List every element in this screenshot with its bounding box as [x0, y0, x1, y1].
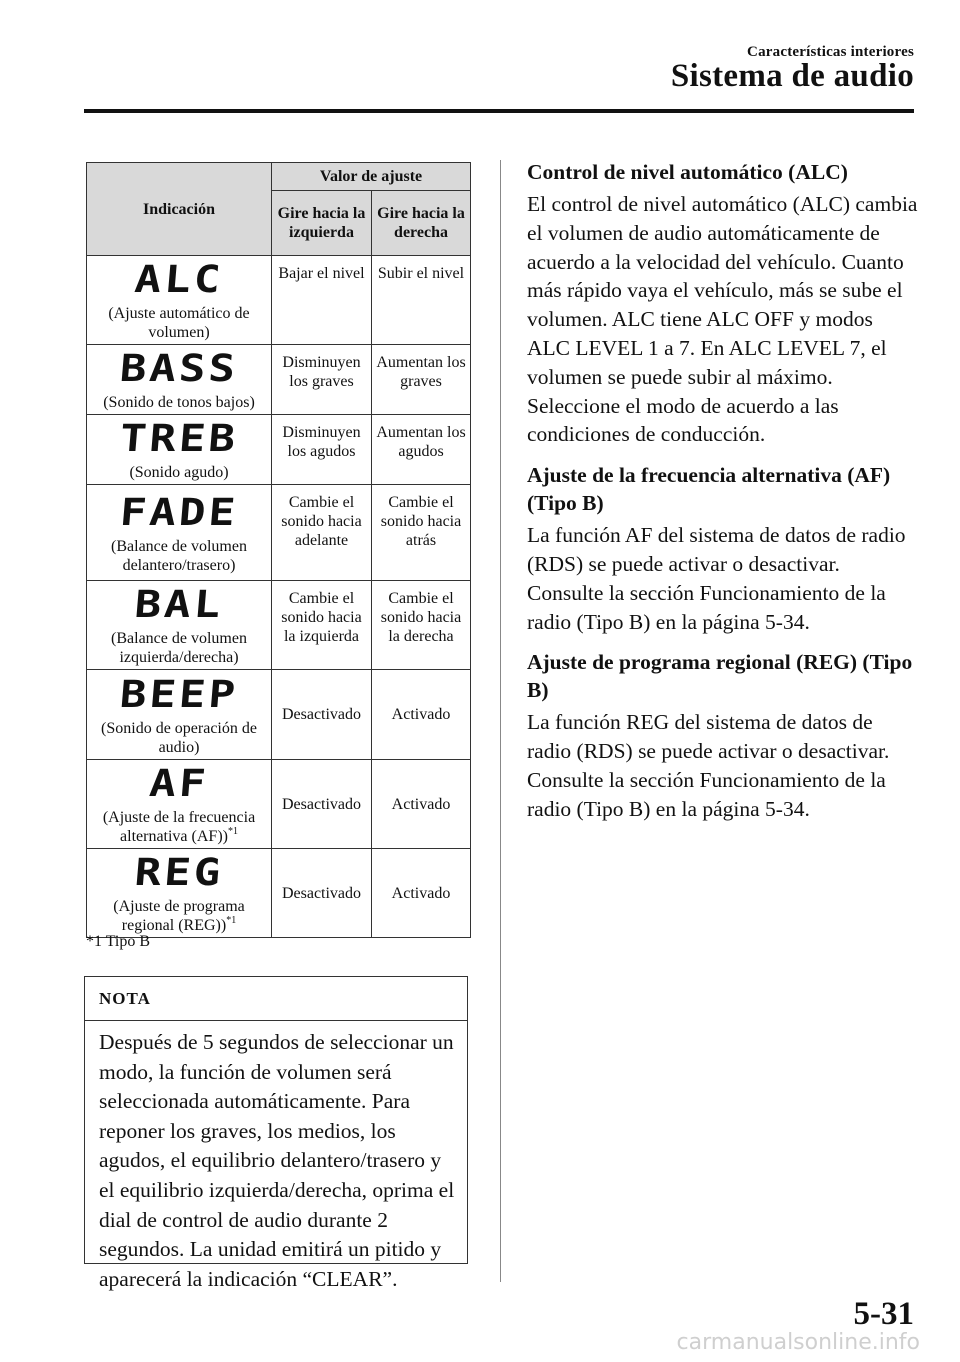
header-izquierda: Gire hacia la izquierda [272, 191, 372, 256]
section-af [527, 461, 919, 636]
row-caption: (Ajuste de la frecuencia alternativa (AF))$^{*1}$ [102, 809, 256, 845]
footnote-marker: *1 [227, 826, 238, 837]
value-right: Activado [372, 849, 471, 938]
table-row [87, 415, 471, 485]
value-right: Cambie el sonido hacia la derecha [372, 581, 471, 670]
row-caption: (Balance de volumen delantero/trasero) [111, 537, 247, 574]
page-number: 5-31 [853, 1296, 914, 1332]
section-body: La función AF del sistema de datos de radio (RDS) se puede activar o desactivar. Consulte la sección Funcionamiento de la radio (Tipo B) en la página 5-34. [527, 523, 906, 634]
value-left: Disminuyen los agudos [272, 415, 372, 485]
header-rule [84, 109, 914, 113]
right-column [527, 158, 919, 836]
footnote-marker: *1 [226, 915, 237, 926]
row-caption: (Sonido agudo) [129, 464, 229, 481]
display-alc: ALC [133, 257, 226, 302]
display-bass: BASS [118, 346, 240, 391]
value-right: Cambie el sonido hacia atrás [372, 485, 471, 581]
section-label: Características interiores [747, 44, 914, 60]
section-alc [527, 158, 919, 449]
display-bal: BAL [133, 582, 226, 627]
note-title: NOTA [85, 977, 467, 1021]
display-fade: FADE [118, 490, 240, 534]
display-treb: TREB [118, 416, 240, 461]
section-heading: Ajuste de la frecuencia alternativa (AF) (Tipo B) [527, 463, 891, 516]
header-indicacion: Indicación [87, 163, 272, 256]
value-left: Desactivado [272, 849, 372, 938]
value-left: Desactivado [272, 760, 372, 849]
note-body: Después de 5 segundos de seleccionar un modo, la función de volumen será seleccionada automáticamente. Para reponer los graves, los medios, los agudos, el equilibrio delantero/trasero y el equilibrio izquierda/derecha, oprima el dial de control de audio durante 2 segundos. La unidad emitirá un pitido y aparecerá la indicación “CLEAR”. [99, 1030, 455, 1291]
value-right: Aumentan los graves [372, 345, 471, 415]
row-caption: (Balance de volumen izquierda/derecha) [111, 630, 247, 666]
section-heading: Ajuste de programa regional (REG) (Tipo B) [527, 650, 913, 703]
header-derecha: Gire hacia la derecha [372, 191, 471, 256]
display-beep: BEEP [118, 672, 240, 716]
table-row [87, 670, 471, 760]
table-row [87, 581, 471, 670]
section-body: El control de nivel automático (ALC) cambia el volumen de audio automáticamente de acuerdo a la velocidad del vehículo. Cuanto más rápido vaya el vehículo, más se sube el volumen. ALC tiene ALC OFF y modos ALC LEVEL 1 a 7. En ALC LEVEL 7, el volumen se puede subir al máximo. Seleccione el modo de acuerdo a las condiciones de conducción. [527, 192, 918, 447]
section-heading: Control de nivel automático (ALC) [527, 160, 848, 184]
value-right: Activado [372, 670, 471, 760]
value-right: Subir el nivel [372, 256, 471, 345]
section-body: La función REG del sistema de datos de radio (RDS) se puede activar o desactivar. Consulte la sección Funcionamiento de la radio (Tipo B) en la página 5-34. [527, 710, 890, 821]
table-row [87, 485, 471, 581]
display-af: AF [147, 761, 211, 806]
table-row [87, 849, 471, 938]
header-valor: Valor de ajuste [272, 163, 471, 191]
page-title: Sistema de audio [670, 58, 914, 94]
display-reg: REG [133, 850, 226, 895]
value-left: Desactivado [272, 670, 372, 760]
table-row [87, 256, 471, 345]
value-right: Activado [372, 760, 471, 849]
footnote: *1 Tipo B [86, 933, 151, 950]
row-caption: (Ajuste de programa regional (REG))$^{*1}$ [113, 898, 245, 934]
row-caption: (Sonido de operación de audio) [101, 719, 257, 756]
value-left: Bajar el nivel [272, 256, 372, 345]
table-row [87, 760, 471, 849]
column-divider [500, 160, 501, 1282]
table-row [87, 345, 471, 415]
note-box [84, 976, 468, 1291]
section-reg [527, 648, 919, 823]
value-left: Cambie el sonido hacia adelante [272, 485, 372, 581]
watermark: carmanualsonline.info [676, 1330, 920, 1355]
value-left: Disminuyen los graves [272, 345, 372, 415]
value-left: Cambie el sonido hacia la izquierda [272, 581, 372, 670]
row-caption: (Ajuste automático de volumen) [108, 305, 250, 341]
row-caption: (Sonido de tonos bajos) [103, 394, 255, 411]
value-right: Aumentan los agudos [372, 415, 471, 485]
settings-table [86, 162, 471, 938]
